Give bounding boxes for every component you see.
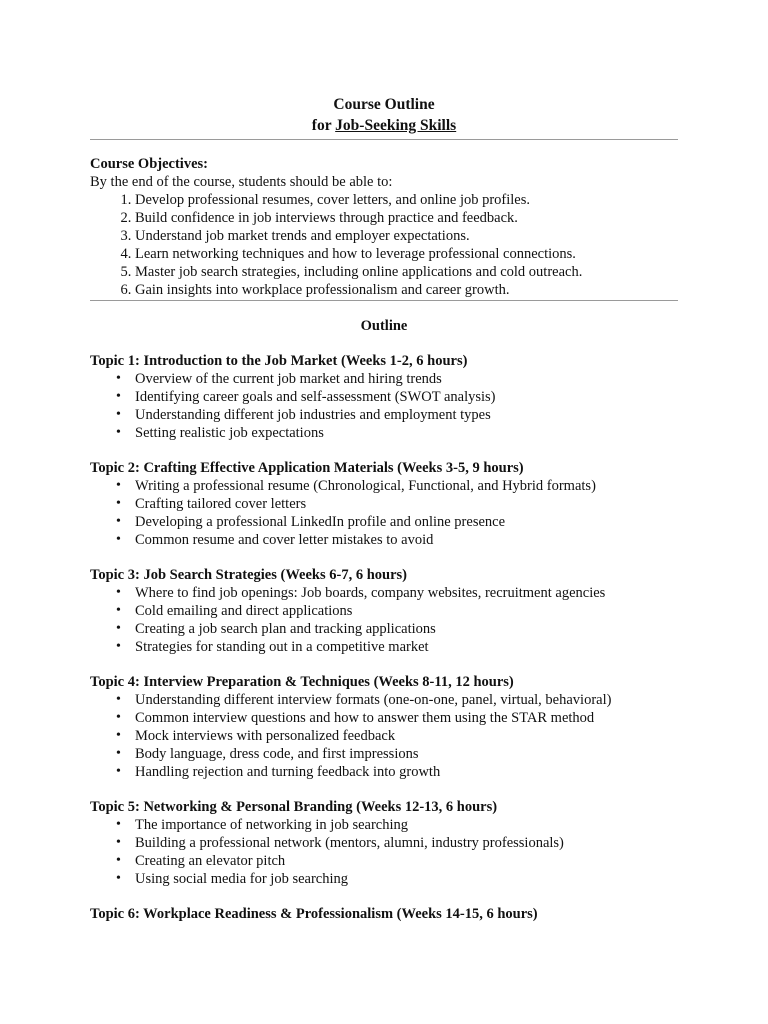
title-divider bbox=[90, 139, 678, 140]
topic-bullet-item: • Understanding different interview formats (one-on-one, panel, virtual, behavioral) bbox=[135, 691, 678, 709]
topic-bullet-item: • Body language, dress code, and first impressions bbox=[135, 745, 678, 763]
course-subject: Job-Seeking Skills bbox=[335, 117, 457, 134]
topic-bullet-item: • Mock interviews with personalized feedback bbox=[135, 727, 678, 745]
topic-bullet-item: • Creating an elevator pitch bbox=[135, 852, 678, 870]
topic-section bbox=[90, 905, 678, 923]
topic-bullet-item: • Writing a professional resume (Chronological, Functional, and Hybrid formats) bbox=[135, 477, 678, 495]
topic-bullet-list bbox=[90, 370, 678, 442]
topic-title: Topic 5: Networking & Personal Branding (Weeks 12-13, 6 hours) bbox=[90, 799, 498, 815]
topic-bullet-list bbox=[90, 691, 678, 781]
objectives-intro: By the end of the course, students should be able to: bbox=[90, 174, 393, 190]
objective-item: 2. Build confidence in job interviews through practice and feedback. bbox=[135, 209, 678, 227]
topic-section bbox=[90, 673, 678, 781]
topic-bullet-item: • Using social media for job searching bbox=[135, 870, 678, 888]
topic-bullet-item: • Setting realistic job expectations bbox=[135, 424, 678, 442]
objective-item: 4. Learn networking techniques and how to leverage professional connections. bbox=[135, 245, 678, 263]
topic-title: Topic 3: Job Search Strategies (Weeks 6-7, 6 hours) bbox=[90, 567, 407, 583]
topic-bullet-list bbox=[90, 584, 678, 656]
topic-section bbox=[90, 566, 678, 656]
objectives-list bbox=[90, 191, 678, 299]
topic-bullet-item: • Understanding different job industries and employment types bbox=[135, 406, 678, 424]
title-line-1: Course Outline bbox=[333, 96, 435, 113]
topic-title: Topic 1: Introduction to the Job Market (Weeks 1-2, 6 hours) bbox=[90, 353, 468, 369]
document-page bbox=[90, 94, 678, 923]
topic-bullet-item: • Identifying career goals and self-assessment (SWOT analysis) bbox=[135, 388, 678, 406]
topic-bullet-item: • The importance of networking in job searching bbox=[135, 816, 678, 834]
topic-bullet-item: • Creating a job search plan and tracking applications bbox=[135, 620, 678, 638]
outline-heading: Outline bbox=[360, 318, 408, 334]
topic-bullet-item: • Crafting tailored cover letters bbox=[135, 495, 678, 513]
topic-title: Topic 2: Crafting Effective Application Materials (Weeks 3-5, 9 hours) bbox=[90, 460, 524, 476]
objectives-section bbox=[90, 155, 678, 299]
topic-section bbox=[90, 352, 678, 442]
title-line-2 bbox=[90, 115, 678, 136]
document-title bbox=[90, 94, 678, 136]
objective-item: 6. Gain insights into workplace professionalism and career growth. bbox=[135, 281, 678, 299]
topic-bullet-item: • Cold emailing and direct applications bbox=[135, 602, 678, 620]
topic-bullet-item: • Common interview questions and how to answer them using the STAR method bbox=[135, 709, 678, 727]
topic-bullet-item: • Overview of the current job market and hiring trends bbox=[135, 370, 678, 388]
objective-item: 5. Master job search strategies, including online applications and cold outreach. bbox=[135, 263, 678, 281]
objectives-divider bbox=[90, 300, 678, 301]
topic-bullet-item: • Where to find job openings: Job boards, company websites, recruitment agencies bbox=[135, 584, 678, 602]
objective-item: 3. Understand job market trends and employer expectations. bbox=[135, 227, 678, 245]
topic-bullet-item: • Developing a professional LinkedIn profile and online presence bbox=[135, 513, 678, 531]
topic-bullet-item: • Handling rejection and turning feedback into growth bbox=[135, 763, 678, 781]
topic-bullet-list bbox=[90, 816, 678, 888]
topic-title: Topic 6: Workplace Readiness & Professionalism (Weeks 14-15, 6 hours) bbox=[90, 906, 538, 922]
topic-title: Topic 4: Interview Preparation & Techniques (Weeks 8-11, 12 hours) bbox=[90, 674, 514, 690]
objective-item: 1. Develop professional resumes, cover letters, and online job profiles. bbox=[135, 191, 678, 209]
topic-bullet-item: • Building a professional network (mentors, alumni, industry professionals) bbox=[135, 834, 678, 852]
topic-bullet-item: • Common resume and cover letter mistakes to avoid bbox=[135, 531, 678, 549]
topic-section bbox=[90, 798, 678, 888]
outline-topics bbox=[90, 352, 678, 923]
objectives-label: Course Objectives: bbox=[90, 156, 208, 172]
topic-bullet-item: • Strategies for standing out in a competitive market bbox=[135, 638, 678, 656]
topic-bullet-list bbox=[90, 477, 678, 549]
title-prefix: for bbox=[311, 117, 336, 134]
topic-section bbox=[90, 459, 678, 549]
